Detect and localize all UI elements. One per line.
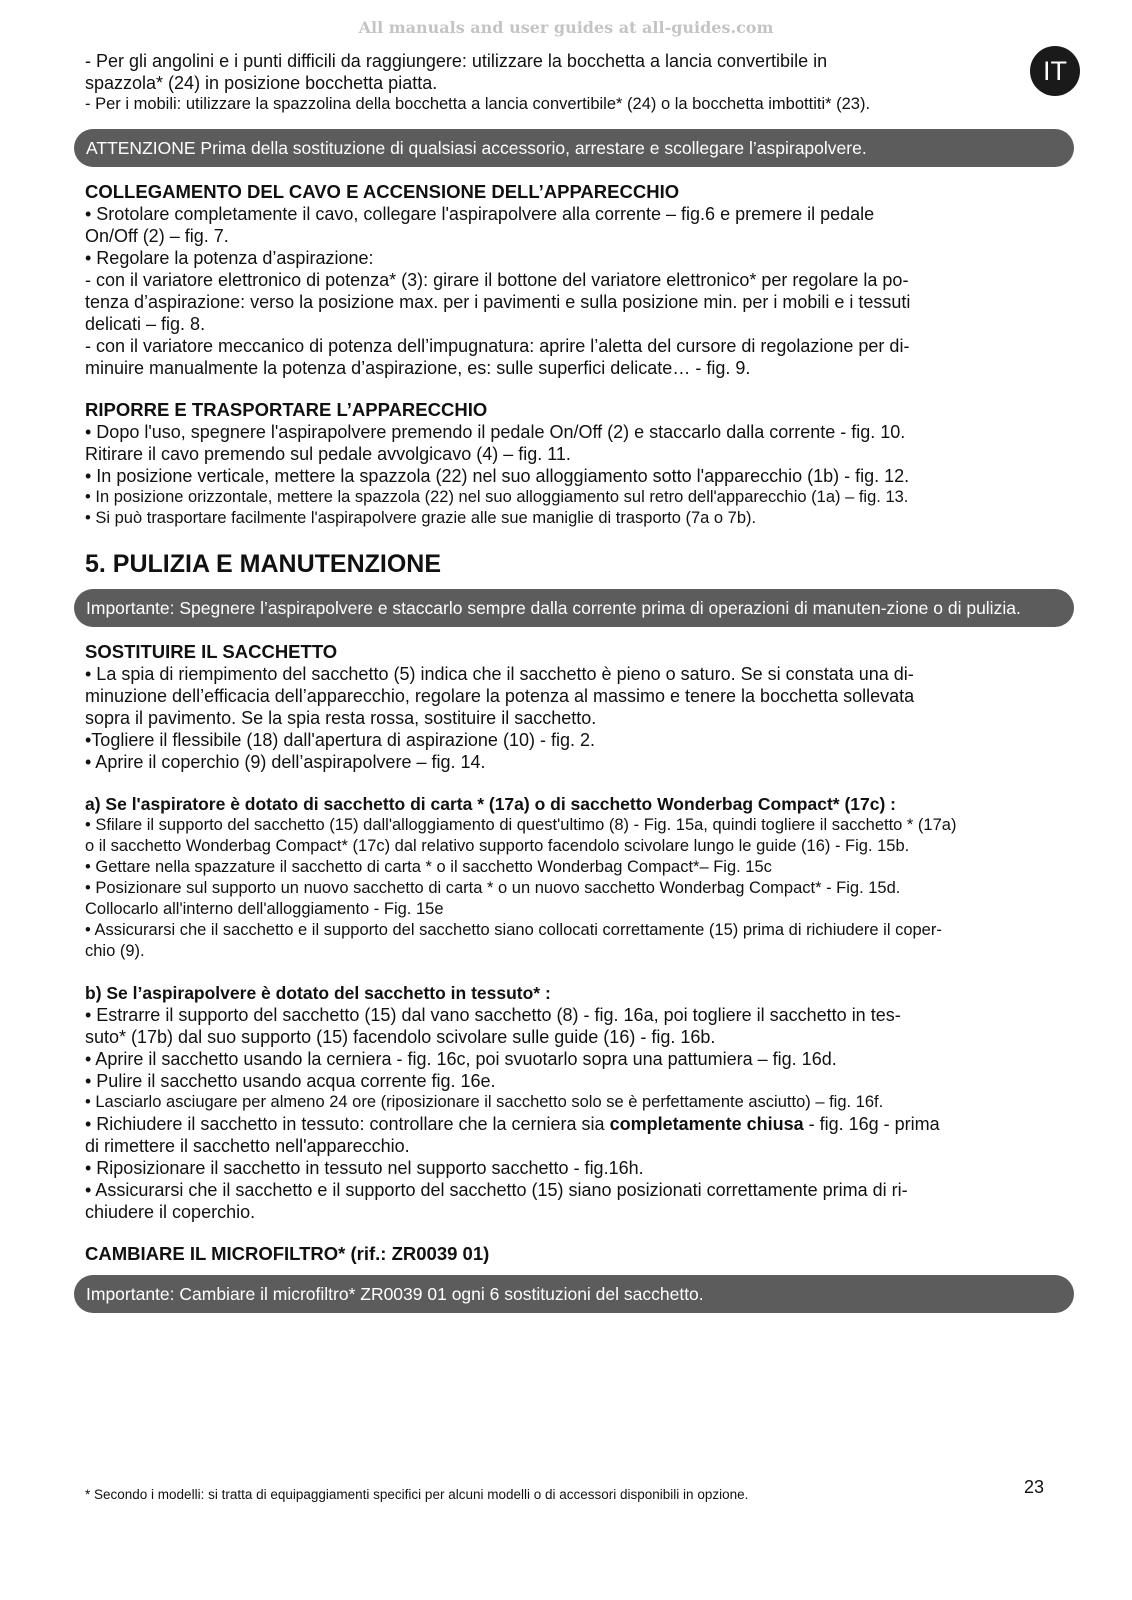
language-badge: IT bbox=[1030, 46, 1080, 96]
cleaning-section-heading: 5. PULIZIA E MANUTENZIONE bbox=[85, 550, 442, 578]
fabric-close-text: • Richiudere il sacchetto in tessuto: controllare che la cerniera sia bbox=[85, 1114, 610, 1134]
footnote: * Secondo i modelli: si tratta di equipaggiamenti specifici per alcuni modelli o di accessori disponibili in opzione. bbox=[85, 1487, 749, 1502]
fabric-bag-line: • Estrarre il supporto del sacchetto (15) dal vano sacchetto (8) - fig. 16a, poi togliere il sacchetto in tes- bbox=[85, 1005, 901, 1025]
cable-line: • Srotolare completamente il cavo, collegare l'aspirapolvere alla corrente – fig.6 e premere il pedale bbox=[85, 204, 875, 224]
watermark: All manuals and user guides at all-guides.com bbox=[358, 18, 774, 37]
store-line: • Dopo l'uso, spegnere l'aspirapolvere premendo il pedale On/Off (2) e staccarlo dalla corrente - fig. 10. bbox=[85, 422, 906, 442]
store-heading: RIPORRE E TRASPORTARE L’APPARECCHIO bbox=[85, 399, 488, 420]
filter-notice: Importante: Cambiare il microfiltro* ZR0039 01 ogni 6 sostituzioni del sacchetto. bbox=[74, 1275, 1074, 1313]
bag-line: •Togliere il flessibile (18) dall'apertura di aspirazione (10) - fig. 2. bbox=[85, 730, 595, 750]
cable-line: • Regolare la potenza d’aspirazione: bbox=[85, 248, 374, 268]
cleaning-notice: Importante: Spegnere l’aspirapolvere e staccarlo sempre dalla corrente prima di operazioni di manuten-zione o di pulizia. bbox=[74, 589, 1074, 627]
cable-line: On/Off (2) – fig. 7. bbox=[85, 226, 229, 246]
cable-line: minuire manualmente la potenza d’aspirazione, es: sulle superfici delicate… - fig. 9. bbox=[85, 358, 751, 378]
fabric-bag-line: • Pulire il sacchetto usando acqua corrente fig. 16e. bbox=[85, 1071, 496, 1091]
cable-line: - con il variatore meccanico di potenza dell’impugnatura: aprire l’aletta del cursore di regolazione per di- bbox=[85, 336, 910, 356]
fabric-close-text-end: - fig. 16g - prima bbox=[803, 1114, 940, 1134]
bag-line: • Aprire il coperchio (9) dell’aspirapolvere – fig. 14. bbox=[85, 752, 486, 772]
attention-notice: ATTENZIONE Prima della sostituzione di qualsiasi accessorio, arrestare e scollegare l’aspirapolvere. bbox=[74, 129, 1074, 167]
fabric-bag-heading: b) Se l’aspirapolvere è dotato del sacchetto in tessuto* : bbox=[85, 983, 551, 1003]
paper-bag-line: • Assicurarsi che il sacchetto e il supporto del sacchetto siano collocati correttamente (15) prima di richiudere il coper- bbox=[85, 921, 942, 939]
paper-bag-line: • Posizionare sul supporto un nuovo sacchetto di carta * o un nuovo sacchetto Wonderbag Compact* - Fig. 15d. bbox=[85, 879, 901, 897]
cable-line: tenza d’aspirazione: verso la posizione max. per i pavimenti e sulla posizione min. per i mobili e i tessuti bbox=[85, 292, 911, 312]
fabric-close-bold: completamente chiusa bbox=[609, 1114, 804, 1134]
intro-line: - Per i mobili: utilizzare la spazzolina della bocchetta a lancia convertibile* (24) o la bocchetta imbottiti* (23). bbox=[85, 95, 871, 113]
bag-heading: SOSTITUIRE IL SACCHETTO bbox=[85, 641, 338, 662]
cable-heading: COLLEGAMENTO DEL CAVO E ACCENSIONE DELL’APPARECCHIO bbox=[85, 181, 680, 202]
fabric-bag-line: chiudere il coperchio. bbox=[85, 1202, 256, 1222]
intro-line: - Per gli angolini e i punti difficili da raggiungere: utilizzare la bocchetta a lancia convertibile in bbox=[85, 51, 828, 71]
paper-bag-line: • Sfilare il supporto del sacchetto (15) dall'alloggiamento di quest'ultimo (8) - Fig. 15a, quindi togliere il sacchetto * (17a) bbox=[85, 816, 957, 834]
filter-heading: CAMBIARE IL MICROFILTRO* (rif.: ZR0039 01) bbox=[85, 1243, 490, 1264]
store-line: • Si può trasportare facilmente l'aspirapolvere grazie alle sue maniglie di trasporto (7a o 7b). bbox=[85, 509, 757, 527]
store-line: Ritirare il cavo premendo sul pedale avvolgicavo (4) – fig. 11. bbox=[85, 444, 571, 464]
fabric-bag-line bbox=[85, 1113, 1075, 1135]
fabric-bag-line: • Assicurarsi che il sacchetto e il supporto del sacchetto (15) siano posizionati correttamente prima di ri- bbox=[85, 1180, 908, 1200]
fabric-bag-line: • Riposizionare il sacchetto in tessuto nel supporto sacchetto - fig.16h. bbox=[85, 1158, 644, 1178]
paper-bag-heading: a) Se l'aspiratore è dotato di sacchetto di carta * (17a) o di sacchetto Wonderbag Compact* (17c) : bbox=[85, 794, 896, 814]
bag-line: minuzione dell’efficacia dell’apparecchio, regolare la potenza al massimo e tenere la bocchetta sollevata bbox=[85, 686, 915, 706]
paper-bag-line: chio (9). bbox=[85, 942, 145, 960]
paper-bag-line: • Gettare nella spazzature il sacchetto di carta * o il sacchetto Wonderbag Compact*– Fig. 15c bbox=[85, 858, 772, 876]
page-content bbox=[85, 50, 1075, 1313]
fabric-bag-line: di rimettere il sacchetto nell'apparecchio. bbox=[85, 1136, 410, 1156]
fabric-bag-line: • Lasciarlo asciugare per almeno 24 ore (riposizionare il sacchetto solo se è perfettamente asciutto) – fig. 16f. bbox=[85, 1093, 884, 1111]
paper-bag-line: Collocarlo all'interno dell'alloggiamento - Fig. 15e bbox=[85, 900, 444, 918]
cable-line: delicati – fig. 8. bbox=[85, 314, 206, 334]
bag-line: • La spia di riempimento del sacchetto (5) indica che il sacchetto è pieno o saturo. Se si constata una di- bbox=[85, 664, 914, 684]
store-line: • In posizione orizzontale, mettere la spazzola (22) nel suo alloggiamento sul retro dell'apparecchio (1a) – fig. 13. bbox=[85, 488, 909, 506]
bag-line: sopra il pavimento. Se la spia resta rossa, sostituire il sacchetto. bbox=[85, 708, 597, 728]
fabric-bag-line: suto* (17b) dal suo supporto (15) facendolo scivolare sulle guide (16) - fig. 16b. bbox=[85, 1027, 716, 1047]
store-line: • In posizione verticale, mettere la spazzola (22) nel suo alloggiamento sotto l'apparecchio (1b) - fig. 12. bbox=[85, 466, 910, 486]
fabric-bag-line: • Aprire il sacchetto usando la cerniera - fig. 16c, poi svuotarlo sopra una pattumiera – fig. 16d. bbox=[85, 1049, 837, 1069]
paper-bag-line: o il sacchetto Wonderbag Compact* (17c) dal relativo supporto facendolo scivolare lungo le guide (16) - Fig. 15b. bbox=[85, 837, 910, 855]
cable-line: - con il variatore elettronico di potenza* (3): girare il bottone del variatore elettronico* per regolare la po- bbox=[85, 270, 909, 290]
intro-line: spazzola* (24) in posizione bocchetta piatta. bbox=[85, 73, 438, 93]
page-number: 23 bbox=[1024, 1477, 1045, 1497]
